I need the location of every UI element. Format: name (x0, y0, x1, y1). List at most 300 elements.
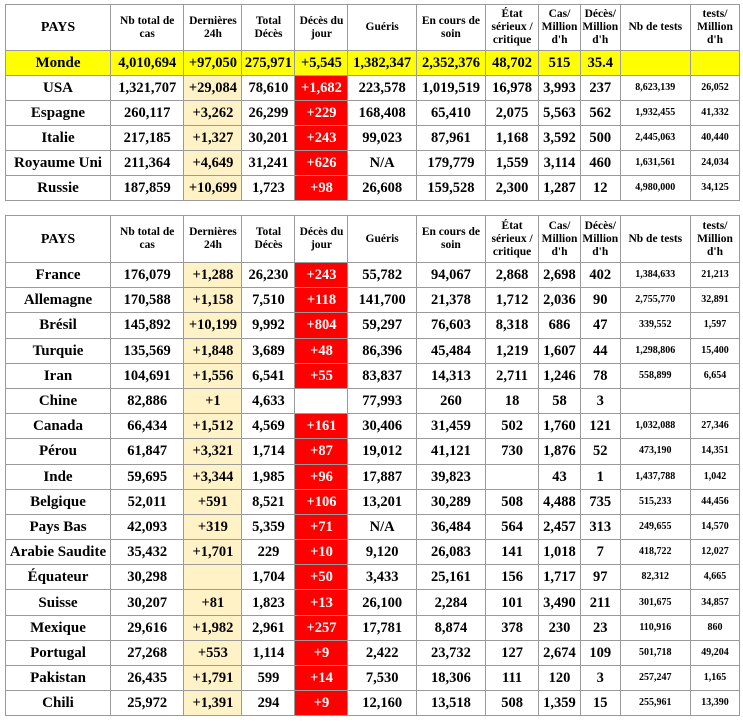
header-tests-per-million: tests/ Million d'h (690, 216, 739, 263)
cell-total-deaths: 78,610 (242, 76, 295, 101)
cell-cases-per-million: 515 (539, 51, 581, 76)
header-cases-per-million: Cas/ Million d'h (539, 5, 581, 51)
cell-last-24h: +29,084 (184, 76, 242, 101)
cell-total-tests: 249,655 (620, 514, 690, 539)
cell-deaths-today: +48 (295, 338, 348, 363)
cell-deaths-today: +5,545 (295, 51, 348, 76)
cell-tests-per-million: 49,204 (690, 640, 739, 665)
cell-total-cases: 104,691 (111, 363, 184, 388)
header-row (6, 5, 740, 51)
cell-pays: Équateur (6, 565, 111, 590)
header-serious-critical: État sérieux / critique (486, 5, 539, 51)
cell-active-cases: 39,823 (416, 464, 485, 489)
cell-total-cases: 66,434 (111, 414, 184, 439)
cell-deaths-today: +243 (295, 126, 348, 151)
cell-cases-per-million: 2,036 (539, 288, 581, 313)
country-row (6, 691, 740, 716)
cell-last-24h: +1,288 (184, 263, 242, 288)
cell-deaths-per-million: 7 (580, 540, 620, 565)
cell-deaths-per-million: 97 (580, 565, 620, 590)
header-tests-per-million: tests/ Million d'h (690, 5, 739, 51)
cell-total-cases: 61,847 (111, 439, 184, 464)
cell-deaths-today: +14 (295, 666, 348, 691)
cell-tests-per-million (690, 388, 739, 413)
cell-cases-per-million: 2,674 (539, 640, 581, 665)
cell-serious-critical: 2,075 (486, 101, 539, 126)
cell-total-tests: 4,980,000 (620, 176, 690, 201)
cell-deaths-per-million: 402 (580, 263, 620, 288)
cell-serious-critical: 8,318 (486, 313, 539, 338)
cell-total-tests: 1,032,088 (620, 414, 690, 439)
cell-cases-per-million: 1,607 (539, 338, 581, 363)
cell-serious-critical: 1,168 (486, 126, 539, 151)
cell-deaths-per-million: 35.4 (580, 51, 620, 76)
cell-last-24h: +1,982 (184, 615, 242, 640)
cell-total-cases: 1,321,707 (111, 76, 184, 101)
cell-serious-critical: 1,219 (486, 338, 539, 363)
cell-cases-per-million: 230 (539, 615, 581, 640)
cell-pays: Inde (6, 464, 111, 489)
cell-cases-per-million: 1,760 (539, 414, 581, 439)
cell-total-tests: 515,233 (620, 489, 690, 514)
cell-total-tests: 418,722 (620, 540, 690, 565)
cell-last-24h: +1,701 (184, 540, 242, 565)
cell-deaths-today: +98 (295, 176, 348, 201)
cell-last-24h: +1,512 (184, 414, 242, 439)
country-row (6, 288, 740, 313)
cell-deaths-per-million: 735 (580, 489, 620, 514)
cell-total-tests: 2,755,770 (620, 288, 690, 313)
cell-deaths-today: +229 (295, 101, 348, 126)
cell-deaths-per-million: 109 (580, 640, 620, 665)
cell-deaths-today: +804 (295, 313, 348, 338)
country-row (6, 338, 740, 363)
cell-total-deaths: 8,521 (242, 489, 295, 514)
country-row (6, 590, 740, 615)
cell-serious-critical: 2,868 (486, 263, 539, 288)
country-row (6, 514, 740, 539)
cell-total-deaths: 1,985 (242, 464, 295, 489)
country-row (6, 464, 740, 489)
cell-total-cases: 82,886 (111, 388, 184, 413)
cell-active-cases: 25,161 (416, 565, 485, 590)
cell-serious-critical: 730 (486, 439, 539, 464)
cell-last-24h: +3,344 (184, 464, 242, 489)
cell-recovered: 77,993 (348, 388, 416, 413)
cell-tests-per-million: 12,027 (690, 540, 739, 565)
country-row (6, 313, 740, 338)
cell-serious-critical: 16,978 (486, 76, 539, 101)
header-pays: PAYS (6, 5, 111, 51)
cell-tests-per-million: 15,400 (690, 338, 739, 363)
cell-deaths-per-million: 78 (580, 363, 620, 388)
cell-total-cases: 176,079 (111, 263, 184, 288)
cell-deaths-per-million: 313 (580, 514, 620, 539)
cell-cases-per-million: 3,490 (539, 590, 581, 615)
cell-cases-per-million: 3,993 (539, 76, 581, 101)
cell-cases-per-million: 4,488 (539, 489, 581, 514)
cell-active-cases: 21,378 (416, 288, 485, 313)
cell-deaths-today: +71 (295, 514, 348, 539)
cell-deaths-per-million: 12 (580, 176, 620, 201)
header-row (6, 216, 740, 263)
cell-serious-critical: 111 (486, 666, 539, 691)
cell-recovered: 26,608 (348, 176, 416, 201)
cell-active-cases: 14,313 (416, 363, 485, 388)
cell-active-cases: 2,284 (416, 590, 485, 615)
cell-deaths-per-million: 237 (580, 76, 620, 101)
header-last-24h: Dernières 24h (184, 216, 242, 263)
cell-tests-per-million: 26,052 (690, 76, 739, 101)
cell-tests-per-million: 6,654 (690, 363, 739, 388)
cell-recovered: 83,837 (348, 363, 416, 388)
cell-total-cases: 187,859 (111, 176, 184, 201)
country-row (6, 363, 740, 388)
cell-deaths-today: +1,682 (295, 76, 348, 101)
cell-recovered: 1,382,347 (348, 51, 416, 76)
cell-serious-critical: 1,559 (486, 151, 539, 176)
cell-total-deaths: 3,689 (242, 338, 295, 363)
cell-deaths-per-million: 121 (580, 414, 620, 439)
cell-deaths-per-million: 211 (580, 590, 620, 615)
cell-deaths-today: +9 (295, 640, 348, 665)
cell-tests-per-million: 44,456 (690, 489, 739, 514)
world-label: Monde (35, 55, 81, 71)
country-row (6, 263, 740, 288)
cell-total-tests: 301,675 (620, 590, 690, 615)
header-pays: PAYS (6, 216, 111, 263)
cell-cases-per-million: 43 (539, 464, 581, 489)
cell-cases-per-million: 1,876 (539, 439, 581, 464)
cell-deaths-today: +87 (295, 439, 348, 464)
cell-recovered: 26,100 (348, 590, 416, 615)
cell-serious-critical: 508 (486, 489, 539, 514)
cell-deaths-today: +161 (295, 414, 348, 439)
cell-tests-per-million: 4,665 (690, 565, 739, 590)
cell-deaths-today: +50 (295, 565, 348, 590)
header-deaths-per-million: Décès/ Million d'h (580, 5, 620, 51)
cell-total-tests: 2,445,063 (620, 126, 690, 151)
cell-tests-per-million: 21,213 (690, 263, 739, 288)
cell-recovered: 99,023 (348, 126, 416, 151)
cell-tests-per-million: 34,125 (690, 176, 739, 201)
cell-active-cases: 26,083 (416, 540, 485, 565)
country-row (6, 414, 740, 439)
cell-active-cases: 30,289 (416, 489, 485, 514)
cell-total-deaths: 6,541 (242, 363, 295, 388)
country-row (6, 489, 740, 514)
cell-serious-critical: 564 (486, 514, 539, 539)
cell-active-cases: 87,961 (416, 126, 485, 151)
cell-cases-per-million: 2,457 (539, 514, 581, 539)
cell-deaths-today: +257 (295, 615, 348, 640)
cell-pays: Pakistan (6, 666, 111, 691)
cell-pays: Turquie (6, 338, 111, 363)
cell-last-24h: +1,158 (184, 288, 242, 313)
cell-total-cases: 145,892 (111, 313, 184, 338)
cell-active-cases: 18,306 (416, 666, 485, 691)
cell-recovered: 2,422 (348, 640, 416, 665)
cell-serious-critical: 378 (486, 615, 539, 640)
cell-deaths-per-million: 3 (580, 666, 620, 691)
cell-total-cases: 211,364 (111, 151, 184, 176)
other-countries-table (5, 215, 740, 716)
header-active-cases: En cours de soin (416, 5, 485, 51)
cell-total-tests: 82,312 (620, 565, 690, 590)
cell-total-cases: 59,695 (111, 464, 184, 489)
cell-last-24h: +10,199 (184, 313, 242, 338)
cell-serious-critical (486, 464, 539, 489)
cell-recovered: 9,120 (348, 540, 416, 565)
cell-tests-per-million: 13,390 (690, 691, 739, 716)
cell-tests-per-million: 32,891 (690, 288, 739, 313)
cell-deaths-per-million: 47 (580, 313, 620, 338)
cell-total-cases: 4,010,694 (111, 51, 184, 76)
header-total-cases: Nb total de cas (111, 216, 184, 263)
cell-total-cases: 29,616 (111, 615, 184, 640)
cell-total-deaths: 1,704 (242, 565, 295, 590)
cell-pays: Espagne (6, 101, 111, 126)
cell-active-cases: 65,410 (416, 101, 485, 126)
cell-total-cases: 26,435 (111, 666, 184, 691)
cell-deaths-per-million: 1 (580, 464, 620, 489)
cell-total-deaths: 26,299 (242, 101, 295, 126)
cell-pays: Arabie Saudite (6, 540, 111, 565)
cell-cases-per-million: 1,717 (539, 565, 581, 590)
header-deaths-today: Décès du jour (295, 5, 348, 51)
cell-active-cases: 159,528 (416, 176, 485, 201)
cell-pays: Allemagne (6, 288, 111, 313)
cell-total-cases: 30,207 (111, 590, 184, 615)
header-serious-critical: État sérieux / critique (486, 216, 539, 263)
cell-total-tests: 339,552 (620, 313, 690, 338)
cell-cases-per-million: 1,359 (539, 691, 581, 716)
cell-active-cases: 45,484 (416, 338, 485, 363)
cell-pays: Mexique (6, 615, 111, 640)
cell-tests-per-million: 860 (690, 615, 739, 640)
cell-serious-critical: 141 (486, 540, 539, 565)
cell-serious-critical: 2,711 (486, 363, 539, 388)
cell-cases-per-million: 3,592 (539, 126, 581, 151)
cell-total-cases: 42,093 (111, 514, 184, 539)
cell-serious-critical: 1,712 (486, 288, 539, 313)
cell-active-cases: 41,121 (416, 439, 485, 464)
world-total-row (6, 51, 740, 76)
cell-deaths-per-million: 44 (580, 338, 620, 363)
cell-last-24h: +4,649 (184, 151, 242, 176)
cell-last-24h: +591 (184, 489, 242, 514)
cell-pays: Chili (6, 691, 111, 716)
header-deaths-today: Décès du jour (295, 216, 348, 263)
cell-total-deaths: 599 (242, 666, 295, 691)
cell-cases-per-million: 1,246 (539, 363, 581, 388)
cell-active-cases: 179,779 (416, 151, 485, 176)
country-row (6, 439, 740, 464)
cell-deaths-today (295, 388, 348, 413)
cell-last-24h: +1,791 (184, 666, 242, 691)
cell-pays: Royaume Uni (6, 151, 111, 176)
cell-deaths-per-million: 90 (580, 288, 620, 313)
cell-active-cases: 2,352,376 (416, 51, 485, 76)
header-recovered: Guéris (348, 216, 416, 263)
cell-last-24h: +3,262 (184, 101, 242, 126)
cell-active-cases: 94,067 (416, 263, 485, 288)
cell-total-deaths: 275,971 (242, 51, 295, 76)
cell-total-deaths: 31,241 (242, 151, 295, 176)
cell-active-cases: 8,874 (416, 615, 485, 640)
cell-recovered: N/A (348, 151, 416, 176)
header-total-deaths: Total Décès (242, 5, 295, 51)
cell-active-cases: 23,732 (416, 640, 485, 665)
cell-pays: Chine (6, 388, 111, 413)
cell-active-cases: 260 (416, 388, 485, 413)
cell-recovered: 17,781 (348, 615, 416, 640)
cell-serious-critical: 156 (486, 565, 539, 590)
header-active-cases: En cours de soin (416, 216, 485, 263)
cell-deaths-per-million: 562 (580, 101, 620, 126)
cell-total-cases: 25,972 (111, 691, 184, 716)
cell-active-cases: 31,459 (416, 414, 485, 439)
cell-cases-per-million: 120 (539, 666, 581, 691)
cell-total-deaths: 7,510 (242, 288, 295, 313)
country-row (6, 565, 740, 590)
cell-total-deaths: 26,230 (242, 263, 295, 288)
cell-recovered: N/A (348, 514, 416, 539)
cell-pays: Brésil (6, 313, 111, 338)
country-row (6, 176, 740, 201)
cell-cases-per-million: 686 (539, 313, 581, 338)
cell-tests-per-million: 1,597 (690, 313, 739, 338)
cell-deaths-per-million: 23 (580, 615, 620, 640)
cell-recovered: 223,578 (348, 76, 416, 101)
cell-pays: Italie (6, 126, 111, 151)
cell-recovered: 3,433 (348, 565, 416, 590)
cell-recovered: 17,887 (348, 464, 416, 489)
cell-last-24h (184, 565, 242, 590)
cell-deaths-per-million: 52 (580, 439, 620, 464)
cell-total-tests: 473,190 (620, 439, 690, 464)
cell-deaths-today: +55 (295, 363, 348, 388)
country-row (6, 151, 740, 176)
cell-total-deaths: 1,823 (242, 590, 295, 615)
cell-last-24h: +1 (184, 388, 242, 413)
cell-deaths-today: +96 (295, 464, 348, 489)
cell-total-deaths: 5,359 (242, 514, 295, 539)
cell-total-tests: 255,961 (620, 691, 690, 716)
cell-pays: Portugal (6, 640, 111, 665)
cell-deaths-per-million: 500 (580, 126, 620, 151)
cell-tests-per-million: 1,042 (690, 464, 739, 489)
cell-pays: Pays Bas (6, 514, 111, 539)
cell-cases-per-million: 1,287 (539, 176, 581, 201)
cell-total-deaths: 1,723 (242, 176, 295, 201)
cell-tests-per-million: 34,857 (690, 590, 739, 615)
cell-total-tests: 501,718 (620, 640, 690, 665)
cell-pays: Belgique (6, 489, 111, 514)
cell-recovered: 141,700 (348, 288, 416, 313)
cell-recovered: 55,782 (348, 263, 416, 288)
cell-last-24h: +1,556 (184, 363, 242, 388)
header-total-cases: Nb total de cas (111, 5, 184, 51)
cell-tests-per-million: 14,570 (690, 514, 739, 539)
cell-active-cases: 36,484 (416, 514, 485, 539)
cell-tests-per-million: 40,440 (690, 126, 739, 151)
cell-recovered: 30,406 (348, 414, 416, 439)
cell-last-24h: +319 (184, 514, 242, 539)
cell-pays: USA (6, 76, 111, 101)
cell-total-tests: 1,932,455 (620, 101, 690, 126)
country-row (6, 640, 740, 665)
cell-active-cases: 1,019,519 (416, 76, 485, 101)
cell-total-cases: 35,432 (111, 540, 184, 565)
header-total-tests: Nb de tests (620, 216, 690, 263)
cell-active-cases: 13,518 (416, 691, 485, 716)
cell-last-24h: +3,321 (184, 439, 242, 464)
cell-last-24h: +1,327 (184, 126, 242, 151)
cell-deaths-today: +106 (295, 489, 348, 514)
cell-last-24h: +1,848 (184, 338, 242, 363)
cell-tests-per-million: 24,034 (690, 151, 739, 176)
cell-serious-critical: 18 (486, 388, 539, 413)
cell-total-deaths: 294 (242, 691, 295, 716)
cell-total-cases: 260,117 (111, 101, 184, 126)
cell-total-tests: 558,899 (620, 363, 690, 388)
cell-serious-critical: 101 (486, 590, 539, 615)
country-row (6, 666, 740, 691)
cell-serious-critical: 127 (486, 640, 539, 665)
cell-total-cases: 27,268 (111, 640, 184, 665)
cell-total-deaths: 229 (242, 540, 295, 565)
cell-pays (6, 51, 111, 76)
cell-total-cases: 135,569 (111, 338, 184, 363)
cell-total-tests: 257,247 (620, 666, 690, 691)
cell-total-tests (620, 388, 690, 413)
country-row (6, 101, 740, 126)
cell-total-tests: 110,916 (620, 615, 690, 640)
cell-deaths-today: +626 (295, 151, 348, 176)
cell-total-deaths: 1,714 (242, 439, 295, 464)
cell-pays: France (6, 263, 111, 288)
cell-serious-critical: 502 (486, 414, 539, 439)
cell-tests-per-million: 27,346 (690, 414, 739, 439)
cell-last-24h: +10,699 (184, 176, 242, 201)
cell-total-cases: 30,298 (111, 565, 184, 590)
cell-deaths-today: +10 (295, 540, 348, 565)
country-row (6, 615, 740, 640)
header-deaths-per-million: Décès/ Million d'h (580, 216, 620, 263)
header-total-tests: Nb de tests (620, 5, 690, 51)
cell-total-deaths: 4,633 (242, 388, 295, 413)
cell-pays: Iran (6, 363, 111, 388)
cell-active-cases: 76,603 (416, 313, 485, 338)
cell-total-tests: 1,437,788 (620, 464, 690, 489)
cell-deaths-today: +9 (295, 691, 348, 716)
cell-recovered: 12,160 (348, 691, 416, 716)
country-row (6, 388, 740, 413)
cell-tests-per-million: 1,165 (690, 666, 739, 691)
cell-serious-critical: 508 (486, 691, 539, 716)
cell-total-deaths: 1,114 (242, 640, 295, 665)
cell-deaths-today: +118 (295, 288, 348, 313)
cell-deaths-today: +13 (295, 590, 348, 615)
cell-pays: Canada (6, 414, 111, 439)
cell-deaths-per-million: 15 (580, 691, 620, 716)
cell-cases-per-million: 3,114 (539, 151, 581, 176)
cell-total-cases: 217,185 (111, 126, 184, 151)
cell-tests-per-million (690, 51, 739, 76)
cell-recovered: 7,530 (348, 666, 416, 691)
cell-recovered: 19,012 (348, 439, 416, 464)
